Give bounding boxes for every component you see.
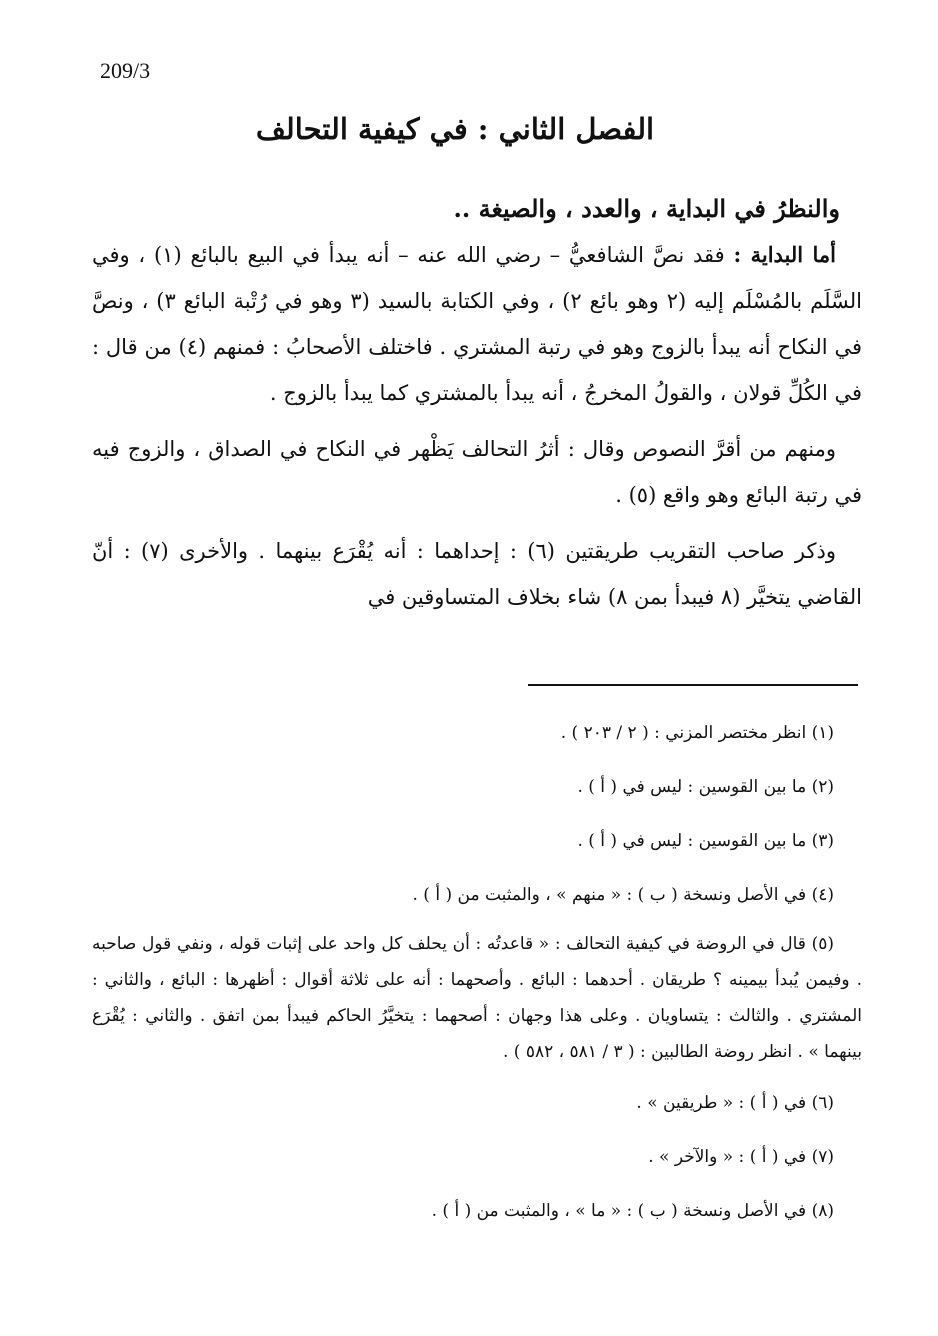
footnote-4: (٤) في الأصل ونسخة ( ب ) : « منهم » ، والمثبت من ( أ ) . xyxy=(412,885,834,905)
footnote-3: (٣) ما بين القوسين : ليس في ( أ ) . xyxy=(577,831,834,851)
paragraph-3 xyxy=(92,528,862,620)
footnotes xyxy=(92,706,862,1238)
footnote-2: (٢) ما بين القوسين : ليس في ( أ ) . xyxy=(577,777,834,797)
paragraph-text: فقد نصَّ الشافعيُّ – رضي الله عنه – أنه يبدأ في البيع بالبائع (١) ، وفي السَّلَم بالمُسْلَم إليه (٢ وهو بائع ٢) ، وفي الكتابة بالسيد (٣ وهو في رُتْبة البائع ٣) ، ونصَّ في النكاح أنه يبدأ بالزوج وهو في رتبة المشتري . فاختلف الأصحابُ : فمنهم (٤) من قال : في الكُلِّ قولان ، والقولُ المخرجُ ، أنه يبدأ بالمشتري كما يبدأ بالزوج . xyxy=(92,243,863,405)
paragraph-lead: أما البداية : xyxy=(733,242,836,267)
page-number: 209/3 xyxy=(100,58,151,83)
chapter-title: الفصل الثاني : في كيفية التحالف xyxy=(255,112,655,146)
paragraph-1 xyxy=(92,232,862,416)
paragraph-2 xyxy=(92,426,862,518)
paragraph-text: ومنهم من أقرَّ النصوص وقال : أثرُ التحالف يَظْهر في النكاح في الصداق ، والزوج فيه في رتبة البائع وهو واقع (٥) . xyxy=(92,437,862,507)
footnote-divider xyxy=(528,684,858,686)
main-text xyxy=(92,186,862,620)
section-subheading: والنظرُ في البداية ، والعدد ، والصيغة .. xyxy=(453,194,840,223)
footnote-8: (٨) في الأصل ونسخة ( ب ) : « ما » ، والمثبت من ( أ ) . xyxy=(431,1201,834,1221)
footnote-1: (١) انظر مختصر المزني : ( ٢ / ٢٠٣ ) . xyxy=(560,723,834,743)
paragraph-text: وذكر صاحب التقريب طريقتين (٦) : إحداهما : أنه يُقْرَع بينهما . والأخرى (٧) : أنّ القاضي يتخيَّر (٨ فيبدأ بمن ٨) شاء بخلاف المتساوقين في xyxy=(92,539,862,609)
footnote-6: (٦) في ( أ ) : « طريقين » . xyxy=(636,1093,834,1113)
footnote-5: (٥) قال في الروضة في كيفية التحالف : « قاعدتُه : أن يحلف كل واحد على إثبات قوله ، ونفي قول صاحبه . وفيمن يُبدأ بيمينه ؟ طريقان . أحدهما : البائع . وأصحهما : أنه على ثلاثة أقوال : أظهرها : البائع ، والثاني : المشتري . والثالث : يتساويان . وعلى هذا وجهان : أصحهما : يتخيَّرُ الحاكم فيبدأ بمن اتفق . والثاني : يُقْرَع بينهما » . انظر روضة الطالبين : ( ٣ / ٥٨١ ، ٥٨٢ ) . xyxy=(92,934,862,1062)
footnote-7: (٧) في ( أ ) : « والآخر » . xyxy=(648,1147,834,1167)
